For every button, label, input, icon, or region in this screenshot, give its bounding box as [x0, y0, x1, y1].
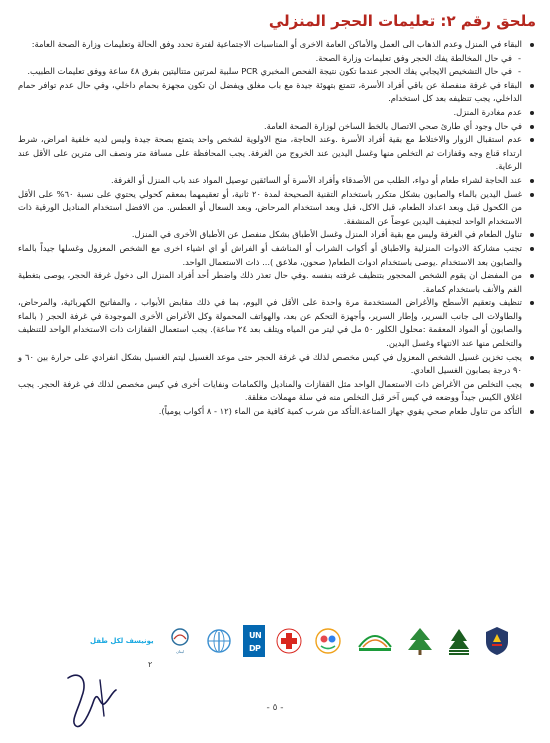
army-icon	[484, 626, 510, 656]
svg-text:P: P	[255, 644, 261, 653]
sub-list	[18, 52, 522, 79]
list-item: تناول الطعام في الغرفة وليس مع بقية أفراد المنزل وغسل الأطباق بشكل منفصل عن الأطباق الأخرى في المنزل.	[18, 228, 522, 242]
red-cross-icon	[276, 628, 302, 654]
signature-image	[60, 660, 130, 735]
list-item: عدم مغادرة المنزل.	[18, 106, 522, 120]
sub-list-item: - في حال المخالطة يفك الحجر وفق تعليمات وزارة الصحة.	[18, 52, 512, 66]
svg-text:D: D	[249, 644, 256, 653]
list-item: يجب تخزين غسيل الشخص المعزول في كيس مخصص لذلك في غرفة الحجر حتى موعد الغسيل ليتم الغسيل بشكل انفرادي على حرارة بين ٦٠ و ٩٠ درجة بصابون الغسيل العادي.	[18, 351, 522, 378]
ministry-icon	[313, 627, 343, 655]
list-item: عند الحاجة لشراء طعام أو دواء، الطلب من الأصدقاء وأفراد الأسرة أو السائقين توصيل المواد عند باب المنزل أو الغرفة.	[18, 174, 522, 188]
ministry-logo	[313, 627, 343, 655]
list-item: التأكد من تناول طعام صحي يقوي جهاز المناعة.التأكد من شرب كمية كافية من الماء (١٢ - ٨ أكواب يومياً).	[18, 405, 522, 419]
list-item	[18, 38, 522, 79]
instructions-list	[18, 38, 536, 419]
sub-list-item: - في حال التشخيص الايجابي يفك الحجر عندما تكون نتيجة الفحص المخبري PCR سلبية لمرتين متتاليتين بفرق ٤٨ ساعة ووفق تعليمات الطبيب.	[18, 65, 512, 79]
list-item: يجب التخلص من الأغراض ذات الاستعمال الواحد مثل القفازات والمناديل والكمامات ونفايات أخرى في كيس مخصص لذلك في غرفة الحجر. يجب اغلاق الكيس جيداً ووضعه في كيس آخر قبل التخلص منه في سلة مهملات مغلقة.	[18, 378, 522, 405]
svg-text:U: U	[249, 631, 256, 640]
undp-logo	[243, 625, 265, 657]
who-icon	[206, 628, 232, 654]
undp-icon	[243, 625, 265, 657]
list-item: عدم استقبال الزوار والاختلاط مع بقية أفراد الأسرة .وعند الحاجة، منح الاولوية لشخص واحد يتمتع بصحة جيدة وليس لديه خلفية امراض، شرط ارتداء قناع وجه وقفازات ثم التخلص منها وغسل اليدين عند الخروج من الغرفة. يجب المحافظة على مسافة متر ونصف الى مترين على الأقل عند الرعاية.	[18, 133, 522, 174]
list-item: تنظيف وتعقيم الأسطح والأغراض المستخدمة مرة واحدة على الأقل في اليوم، بما في ذلك مقابض الأبواب ، والمفاتيح الكهربائية، والمرحاض، والطاولات الى جانب السرير، وإطار السرير، وأجهزة التحكم عن بعد، والهواتف المحمولة وكل الأغراض الأخرى الموجودة في غرفة الحجر ( بالماء والصابون أو المواد المعقمة :محلول الكلور ٥٠ مل في ليتر من المياه ويتلف بعد ٢٤ ساعة). يجب استعمال القفازات ذات الاستخدام الواحد للتنظيف والتخلص منها عند الانتهاء وغسل اليدين.	[18, 296, 522, 350]
list-item: من المفضل ان يقوم الشخص المحجور بتنظيف غرفته بنفسه .وفي حال تعذر ذلك واضطر أحد أفراد المنزل الى دخول غرفة الحجر، يوصى بتغطية الفم والأنف باستخدام كمامة.	[18, 269, 522, 296]
cedar-logo	[406, 626, 434, 656]
list-item: البقاء في غرفة منفصلة عن باقي أفراد الأسرة، تتمتع بتهوئة جيدة مع باب مغلق ويفضل ان تكون مجهزة بحمام داخلي، وفي حال عدم توافر حمام الداخلي، يجب تنظيفه بعد كل استخدام.	[18, 79, 522, 106]
list-item: غسل اليدين بالماء والصابون بشكل متكرر باستخدام التقنية الصحيحة لمدة ٢٠ ثانية، أو تعقيمهما بمعقم كحولي يحتوي على نسبة ٦٠% على الأقل من الكحول قبل وبعد اعداد الطعام، قبل الاكل، قبل وبعد استخدام المرحاض، وبعد السعال أو العطس. من الافضل استخدام المناديل الورقية ذات الاستخدام الواحد لتجفيف اليدين عوضاً عن المنشفة.	[18, 188, 522, 229]
partner-logos	[90, 621, 510, 661]
unicef-logo-label: يونيسف لكل طفل	[90, 636, 154, 645]
council-logo	[355, 627, 395, 655]
list-item: تجنب مشاركة الادوات المنزلية والاطباق أو أكواب الشراب أو المناشف أو الفراش أو اي اشياء اخرى مع الشخص المعزول وغسلها جيداً بالماء والصابون بعد الاستخدام .يوصى باستخدام ادوات الطعام( صحون، ملاعق )... ذات الاستعمال الواحد.	[18, 242, 522, 269]
cedar-icon	[406, 626, 434, 656]
item-text: البقاء في المنزل وعدم الذهاب الى العمل والأماكن العامة الاخرى أو المناسبات الاجتماعية لفترة تحدد وفق الحالة وتعليمات وزارة الصحة العامة:	[31, 39, 522, 49]
womens-commission-icon	[165, 627, 195, 655]
red-cross-logo	[276, 628, 302, 654]
svg-text:N: N	[255, 631, 262, 640]
small-mark: ٢	[148, 660, 153, 669]
health-ministry-logo	[445, 626, 473, 656]
unicef-logo	[90, 638, 154, 645]
page-number: - ٥ -	[266, 703, 284, 713]
council-icon	[355, 627, 395, 655]
instructions-content	[18, 38, 536, 419]
svg-text:لبنان: لبنان	[175, 649, 184, 654]
page-title: ملحق رقم ٢: تعليمات الحجر المنزلي	[268, 12, 536, 30]
who-logo	[206, 628, 232, 654]
list-item: في حال وجود أي طارئ صحي الاتصال بالخط الساخن لوزارة الصحة العامة.	[18, 120, 522, 134]
health-ministry-icon	[445, 626, 473, 656]
army-logo	[484, 626, 510, 656]
womens-commission-logo	[165, 627, 195, 655]
